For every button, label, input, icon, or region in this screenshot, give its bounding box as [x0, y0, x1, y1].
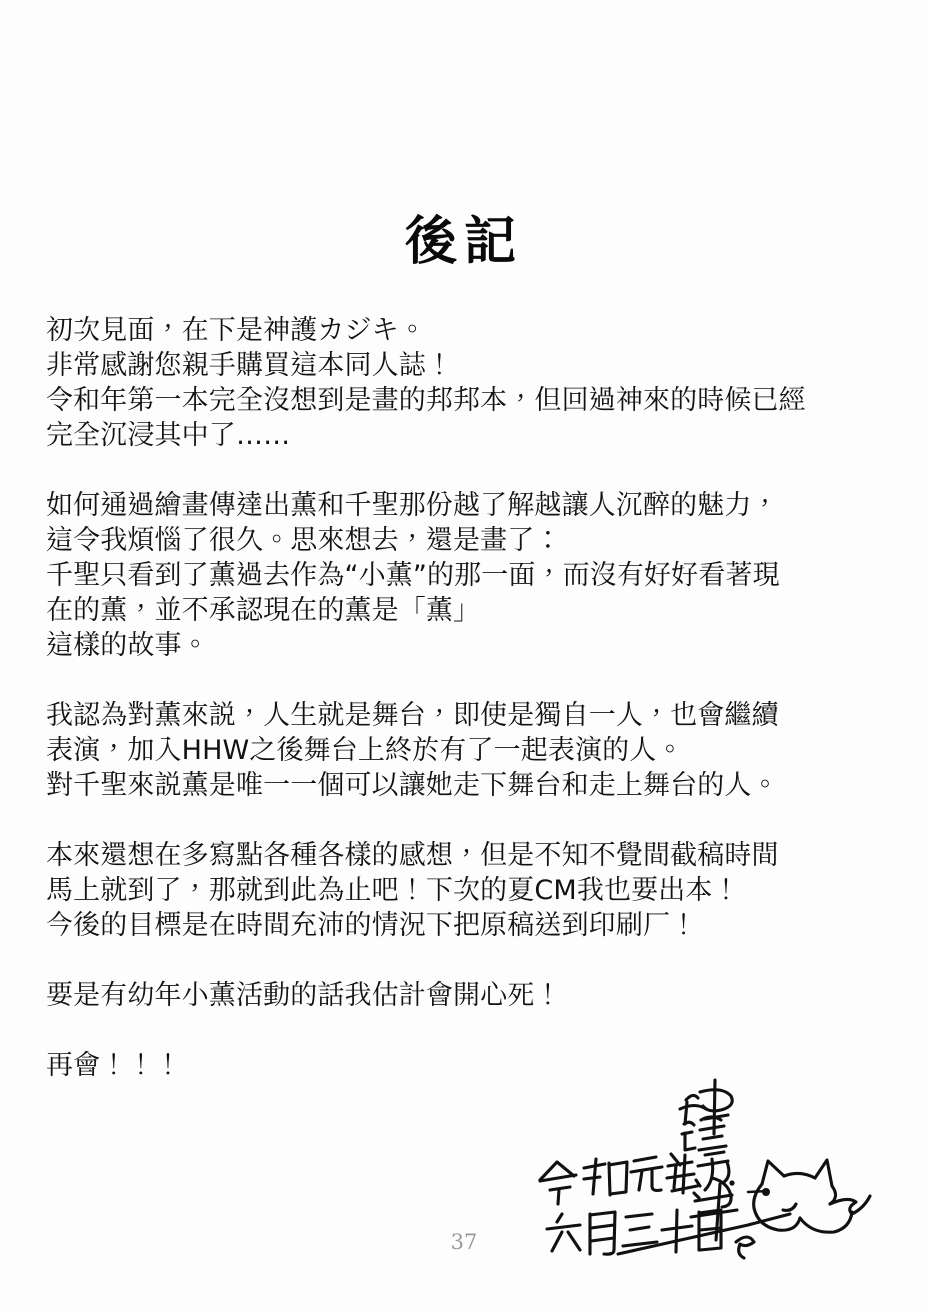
text-line: 非常感謝您親手購買這本同人誌！ [46, 350, 454, 381]
signature-date-line-1 [540, 1154, 697, 1204]
text-line: 在的薫，並不承認現在的薫是「薫」 [46, 595, 481, 626]
text-line: 這令我煩惱了很久。思來想去，還是畫了： [46, 525, 562, 556]
text-line: 初次見面，在下是神護カジキ。 [46, 315, 426, 346]
text-line: 本來還想在多寫點各種各樣的感想，但是不知不覺間截稿時間 [46, 840, 779, 871]
text-line: 千聖只看到了薫過去作為“小薫”的那一面，而沒有好好看著現 [46, 560, 780, 591]
afterword-text-body [46, 313, 898, 1083]
text-line: 這樣的故事。 [46, 630, 209, 661]
text-line: 表演，加入HHW之後舞台上終於有了一起表演的人。 [46, 735, 684, 766]
page-number: 37 [450, 1230, 478, 1254]
page-title: 後記 [404, 211, 524, 272]
text-line: 如何通過繪畫傳達出薫和千聖那份越了解越讓人沉醉的魅力， [46, 490, 779, 521]
text-line: 今後的目標是在時間充沛的情況下把原稿送到印刷厂！ [46, 910, 698, 941]
signature-artist-name [680, 1080, 737, 1240]
text-line: 要是有幼年小薫活動的話我估計會開心死！ [46, 980, 562, 1011]
text-line: 再會！！！ [46, 1050, 182, 1081]
text-line: 馬上就到了，那就到此為止吧！下次的夏CM我也要出本！ [46, 875, 740, 906]
text-line: 令和年第一本完全沒想到是畫的邦邦本，但回過神來的時候已經 [46, 385, 806, 416]
paragraph-stage [46, 698, 898, 803]
paragraph-deadline [46, 838, 898, 943]
text-line: 我認為對薫來説，人生就是舞台，即使是獨自一人，也會繼續 [46, 700, 779, 731]
text-line: 完全沉浸其中了…… [46, 420, 291, 451]
paragraph-intro [46, 313, 898, 453]
paragraph-motivation [46, 488, 898, 663]
paragraph-wish [46, 978, 898, 1013]
text-line: 對千聖來説薫是唯一一個可以讓她走下舞台和走上舞台的人。 [46, 770, 779, 801]
